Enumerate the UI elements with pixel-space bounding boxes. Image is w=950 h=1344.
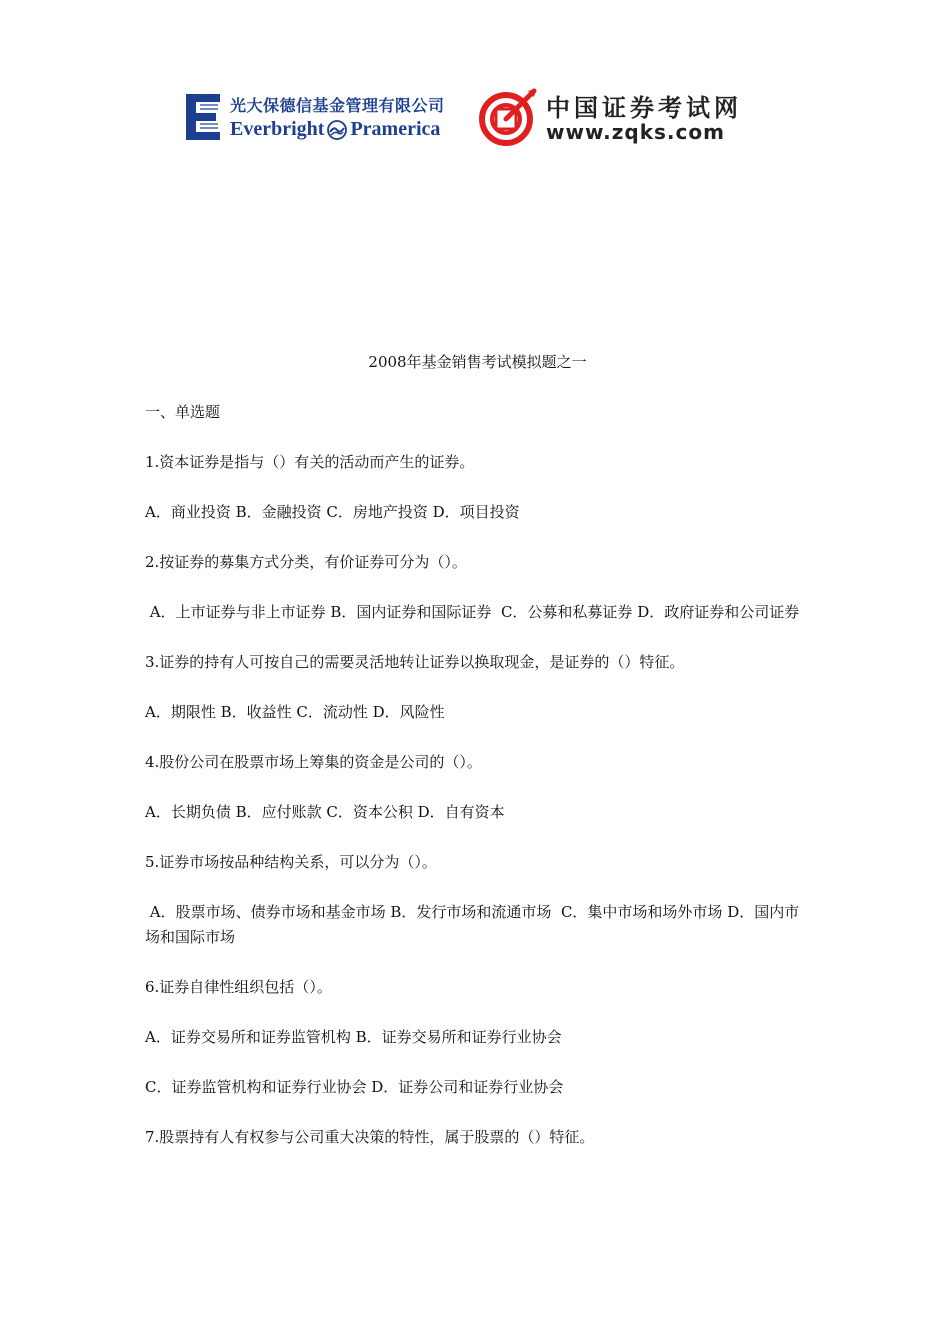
question-2-options: A．上市证券与非上市证券 B．国内证券和国际证券 C．公募和私募证券 D．政府证券和公司证券 bbox=[145, 603, 800, 621]
section-heading: 一、单选题 bbox=[145, 403, 221, 421]
zqks-logo-icon bbox=[476, 87, 540, 147]
everbright-en-left: Everbright bbox=[230, 118, 325, 140]
zqks-name-cn: 中国证券考试网 bbox=[546, 94, 742, 122]
header-banner bbox=[178, 82, 798, 152]
everbright-name-cn: 光大保德信基金管理有限公司 bbox=[230, 96, 445, 115]
question-3: 3.证券的持有人可按自己的需要灵活地转让证券以换取现金，是证券的（）特征。 bbox=[145, 653, 685, 671]
document-title: 2008年基金销售考试模拟题之一 bbox=[368, 353, 587, 371]
question-2: 2.按证券的募集方式分类，有价证券可分为（）。 bbox=[145, 553, 467, 571]
question-7: 7.股票持有人有权参与公司重大决策的特性，属于股票的（）特征。 bbox=[145, 1128, 595, 1146]
question-5-options: A．股票市场、债券市场和基金市场 B．发行市场和流通市场 C．集中市场和场外市场 D．国内市场和国际市场 bbox=[145, 903, 800, 946]
question-5: 5.证券市场按品种结构关系，可以分为（）。 bbox=[145, 853, 437, 871]
question-6-options-ab: A．证券交易所和证券监管机构 B．证券交易所和证券行业协会 bbox=[145, 1028, 562, 1046]
question-1-options: A．商业投资 B．金融投资 C．房地产投资 D．项目投资 bbox=[145, 503, 520, 521]
question-4-options: A．长期负债 B．应付账款 C．资本公积 D．自有资本 bbox=[145, 803, 505, 821]
rock-wave-icon bbox=[327, 120, 347, 140]
zqks-url: www.zqks.com bbox=[546, 120, 725, 144]
question-3-options: A．期限性 B．收益性 C．流动性 D．风险性 bbox=[145, 703, 445, 721]
question-6-options-cd: C．证券监管机构和证券行业协会 D．证券公司和证券行业协会 bbox=[145, 1078, 564, 1096]
question-1: 1.资本证券是指与（）有关的活动而产生的证券。 bbox=[145, 453, 475, 471]
everbright-en-right: Pramerica bbox=[350, 118, 441, 140]
question-6: 6.证券自律性组织包括（）。 bbox=[145, 978, 332, 996]
everbright-name-en bbox=[230, 118, 440, 141]
everbright-logo-icon bbox=[186, 94, 222, 140]
document-body bbox=[145, 350, 810, 1175]
question-4: 4.股份公司在股票市场上筹集的资金是公司的（）。 bbox=[145, 753, 482, 771]
